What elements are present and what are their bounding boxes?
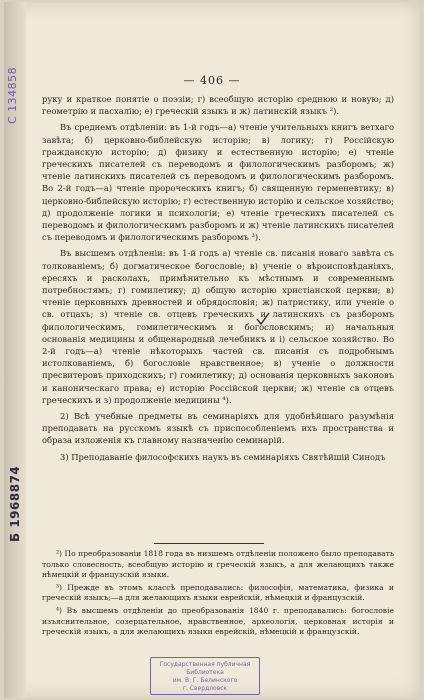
paragraph: Въ среднемъ отдѣленіи: въ 1-й годъ—а) чтеніе учительныхъ книгъ ветхаго завѣта; б) церковно-библейскую исторію; в) логику; г) Россійскую гражданскую исторію; д) физику и естественную исторію; е) чтеніе греческихъ писателей съ переводомъ и филологическимъ разборомъ; ж) чтеніе латинскихъ писателей съ переводомъ и филологическимъ разборомъ. Во 2-й годъ—а) чтеніе пророческихъ книгъ; б) священную герменевтику; в) церковно-библейскую исторію; г) естественную исторію и сельское хозяйство; д) продолженіе логики и психологіи; е) чтеніе греческихъ писателей съ переводомъ и филологическимъ разборомъ и ж) чтеніе латинскихъ писателей съ переводомъ и филологическимъ разборомъ ³). xyxy=(42,122,394,243)
paragraph: Въ высшемъ отдѣленіи: въ 1-й годъ а) чтеніе св. писанія новаго завѣта съ толкованіемъ; б) догматическое богословіе; в) ученіе о вѣроисповѣданіяхъ, ересяхъ и расколахъ, примѣнительно къ мѣстнымъ и современнымъ потребностямъ; г) гомилетику; д) общую исторію христіанской церкви; в) чтеніе церковныхъ древностей и обрядословія; ж) патристику, или ученіе о св. отцахъ; з) чтеніе св. отцевъ греческихъ и латинскихъ съ разборомъ филологическимъ, гомилетическимъ и богословскимъ; и) начальныя основанія медицины и общенародный лечебникъ и і) сельское хозяйство. Во 2-й годъ—а) чтеніе нѣкоторыхъ частей св. писанія съ подробнымъ истолкованіемъ, б) богословіе нравственное; в) ученіе о должности пресвитеровъ приходскихъ; г) гомилетику; д) основанія церковныхъ законовъ и каноническаго права; е) исторію Россійской церкви; ж) чтеніе св отцевъ греческихъ и з) продолженіе медицины ⁴). xyxy=(42,248,394,405)
footnote: ²) По преобразованіи 1818 года въ низшемъ отдѣленіи положено было преподавать только словесность, всеобщую исторію и греческій языкъ, а для желающихъ также нѣмецкій и французскій языки. xyxy=(42,549,394,580)
paragraph: 3) Преподаваніе философскихъ наукъ въ семинаріяхъ Святѣйшій Синодъ xyxy=(60,451,386,462)
margin-shelfmark-top xyxy=(6,104,19,124)
library-stamp: Государственная публичная Библиотека им. В. Г. Белинского г. Свердловск xyxy=(150,657,260,695)
page-number: — 406 — xyxy=(183,74,241,87)
book-page xyxy=(4,2,420,698)
footnotes xyxy=(42,549,394,640)
footnote: ³) Прежде въ этомъ классѣ преподавались: философія, математика, физика и греческій языкъ;—а для желающихъ языки еврейскій, нѣмецкій и французскій. xyxy=(42,582,394,603)
handwritten-checkmark-icon xyxy=(256,312,270,326)
margin-shelfmark-bottom xyxy=(8,522,22,542)
paragraph: руку и краткое понятіе о поэзіи; г) всеобщую исторію среднюю и новую; д) геометрію и пасхалію; е) греческій языкъ и ж) латинскій языкъ ²). xyxy=(42,94,394,117)
paragraph: 2) Всѣ учебные предметы въ семинаріяхъ для удобнѣйшаго разумѣнія преподавать на русскомъ языкѣ съ приспособленіемъ ихъ пространства и образа изложенія къ главному назначенію семинарій. xyxy=(42,411,394,446)
footnote-divider xyxy=(154,543,264,544)
footnote: ⁴) Въ высшемъ отдѣленіи до преобразованія 1840 г. преподавались: богословіе изъяснительное, созерцательное, нравственное, археологія, церковная исторія и греческій языкъ, а для желающихъ языки еврейскій, нѣмецкій и французскій. xyxy=(42,605,394,637)
main-text xyxy=(42,93,394,463)
